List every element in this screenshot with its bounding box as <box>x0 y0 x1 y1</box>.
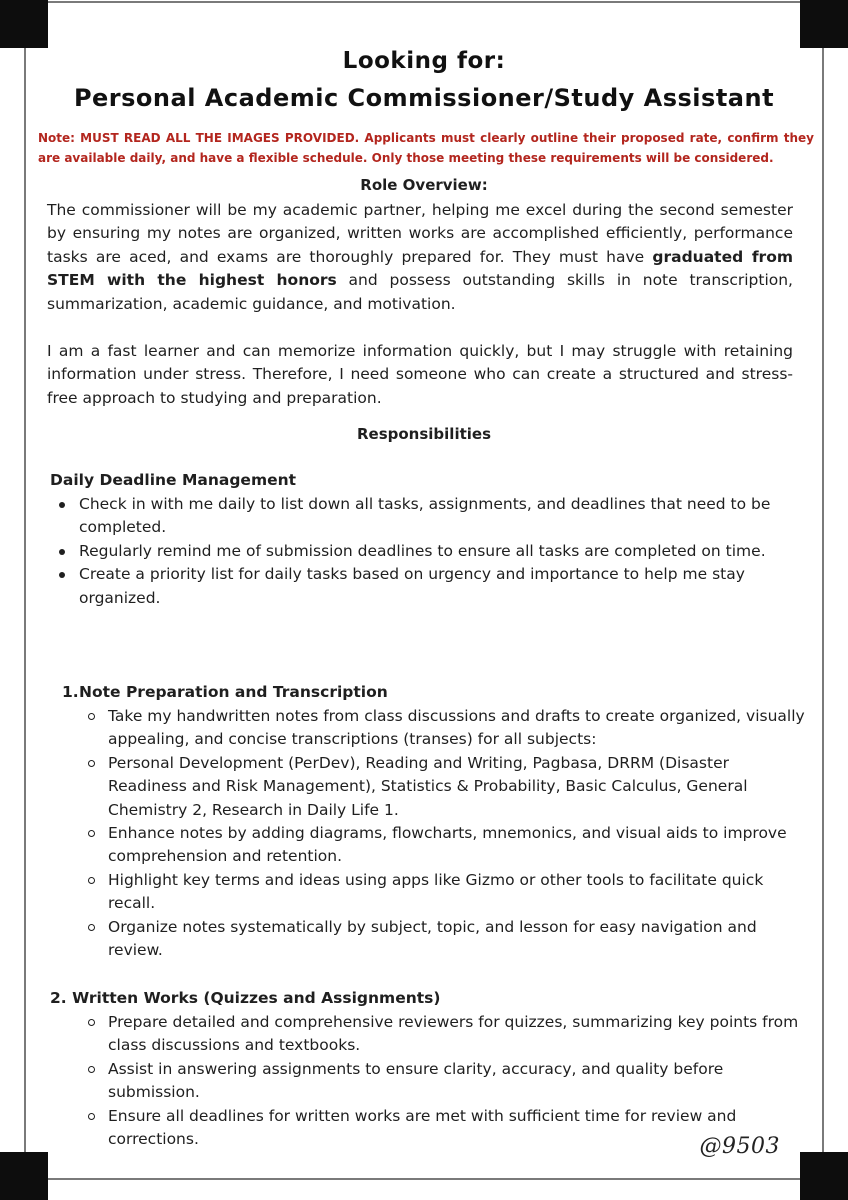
corner-block-bottom-right <box>800 1152 848 1200</box>
corner-block-top-left <box>0 0 48 48</box>
list-item: Regularly remind me of submission deadlines to ensure all tasks are completed on time. <box>79 540 809 563</box>
list-item: Create a priority list for daily tasks based on urgency and importance to help me stay organized. <box>79 563 809 610</box>
list-item: Assist in answering assignments to ensure clarity, accuracy, and quality before submission. <box>108 1058 808 1105</box>
note-prep-list <box>108 705 808 962</box>
responsibilities-heading: Responsibilities <box>356 425 492 443</box>
corner-block-bottom-left <box>0 1152 48 1200</box>
list-item: Check in with me daily to list down all tasks, assignments, and deadlines that need to be completed. <box>79 493 809 540</box>
title-line-2: Personal Academic Commissioner/Study Assistant <box>73 84 775 112</box>
list-item: Prepare detailed and comprehensive reviewers for quizzes, summarizing key points from class discussions and textbooks. <box>108 1011 808 1058</box>
daily-deadline-list <box>79 493 809 610</box>
role-overview-heading: Role Overview: <box>360 176 488 194</box>
role-overview-paragraph-2: I am a fast learner and can memorize information quickly, but I may struggle with retaining information under stress. Therefore, I need someone who can create a structured and stress-free approach to studying and preparation. <box>47 342 793 407</box>
list-item: Ensure all deadlines for written works are met with sufficient time for review and corrections. <box>108 1105 808 1152</box>
frame-line-top <box>48 1 800 3</box>
stem-honors-requirement: graduated from STEM with the highest honors <box>47 247 794 290</box>
list-item: Take my handwritten notes from class discussions and drafts to create organized, visually appealing, and concise transcriptions (transes) for all subjects: <box>108 705 808 752</box>
written-works-list <box>108 1011 808 1151</box>
frame-line-left <box>24 48 26 1152</box>
frame-line-right <box>822 48 824 1152</box>
title-line-1: Looking for: <box>342 48 506 74</box>
list-item: Enhance notes by adding diagrams, flowcharts, mnemonics, and visual aids to improve comprehension and retention. <box>108 822 808 869</box>
role-overview-p1-start: The commissioner will be my academic partner, helping me excel during the second semester by ensuring my notes are organized, written works are accomplished efficiently, performance tasks are aced, and exams are thoroughly prepared for. They must have <box>47 201 793 266</box>
list-item: Personal Development (PerDev), Reading and Writing, Pagbasa, DRRM (Disaster Readiness and Risk Management), Statistics & Probability, Basic Calculus, General Chemistry 2, Research in Daily Life 1. <box>108 752 808 822</box>
requirements-note: Note: MUST READ ALL THE IMAGES PROVIDED. Applicants must clearly outline their proposed rate, confirm they are available daily, and have a flexible schedule. Only those meeting these requirements will be considered. <box>38 131 814 165</box>
written-works-heading: 2. Written Works (Quizzes and Assignments) <box>50 989 441 1007</box>
note-prep-number: 1. <box>62 683 79 701</box>
role-overview-paragraph-1 <box>47 199 793 316</box>
role-overview-p1-end: and possess outstanding skills in note transcription, summarization, academic guidance, and motivation. <box>47 271 793 313</box>
list-item: Highlight key terms and ideas using apps like Gizmo or other tools to facilitate quick recall. <box>108 869 808 916</box>
list-item: Organize notes systematically by subject, topic, and lesson for easy navigation and review. <box>108 916 808 963</box>
corner-block-top-right <box>800 0 848 48</box>
frame-line-bottom <box>48 1178 800 1180</box>
daily-deadline-heading: Daily Deadline Management <box>50 471 297 489</box>
handwritten-signature: @9503 <box>699 1134 780 1159</box>
note-prep-heading: Note Preparation and Transcription <box>79 683 388 701</box>
